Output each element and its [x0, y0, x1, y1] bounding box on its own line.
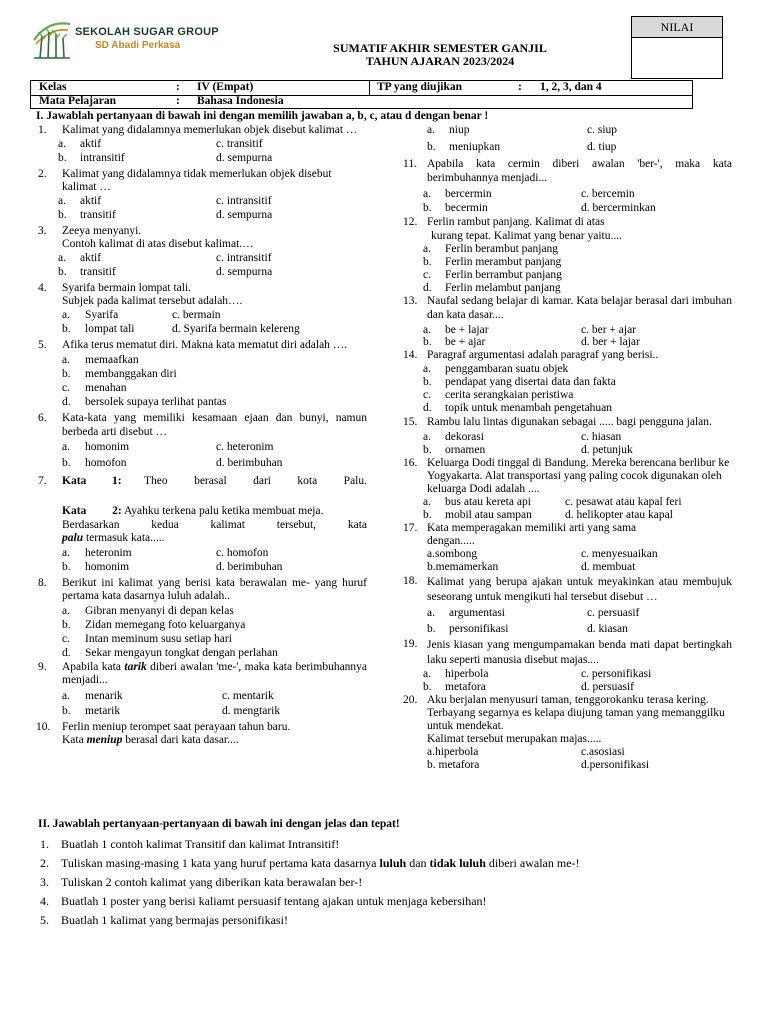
options-row [38, 457, 367, 471]
option-d[interactable]: d. persuasif [581, 681, 635, 693]
option-d[interactable]: d. membuat [581, 561, 636, 573]
option-b[interactable]: transitif [80, 208, 116, 221]
option-b[interactable]: personifikasi [449, 623, 509, 635]
options-row [403, 623, 732, 638]
option-d[interactable]: d. ber + lajar [581, 336, 640, 348]
question-text: Apabila kata cermin diberi awalan 'ber-', maka kata berimbuhannya menjadi... [427, 158, 732, 184]
question-text: Aku berjalan menyusuri taman, tenggorokanku terasa kering. [427, 694, 709, 706]
question-10 [38, 721, 367, 748]
options-row [403, 759, 732, 772]
question-8 [38, 577, 367, 604]
option-label: a. [423, 496, 431, 508]
options-row [403, 256, 732, 269]
option-a[interactable]: menarik [85, 689, 123, 702]
option-c[interactable]: Ferlin berrambut panjang [445, 269, 562, 281]
question-4 [38, 282, 367, 309]
option-a[interactable]: memaafkan [85, 354, 139, 366]
options-row [403, 496, 732, 509]
options-row [403, 363, 732, 376]
option-label: b. [62, 704, 71, 717]
emphasized-word: tidak luluh [429, 856, 486, 870]
question-text: Berikut ini kalimat yang berisi kata berawalan me- yang huruf pertama kata dasarnya luluh adalah.. [62, 576, 367, 602]
question-text: Berdasarkan kedua kalimat tersebut, kata [62, 518, 367, 531]
option-c[interactable]: c. ber + ajar [581, 324, 637, 336]
option-label: b. [427, 141, 436, 153]
option-d[interactable]: topik untuk menambah pengetahuan [445, 401, 613, 414]
option-a[interactable]: dekorasi [445, 431, 484, 443]
essay-number: 2. [40, 856, 49, 870]
options-row [403, 746, 732, 759]
options-row [403, 431, 732, 444]
option-d[interactable]: d. Syarifa bermain kelereng [172, 322, 300, 335]
options-row [403, 444, 732, 457]
option-label: d. [62, 646, 71, 659]
options-row [38, 605, 367, 619]
option-d[interactable]: bersolek supaya terlihat pantas [85, 396, 227, 408]
options-row [403, 681, 732, 694]
emphasized-word: meniup [86, 734, 123, 746]
option-label: b. [423, 509, 432, 521]
emphasized-word: luluh [379, 856, 407, 870]
option-label: a. [58, 194, 66, 207]
question-16 [403, 457, 732, 496]
question-number: 16. [403, 457, 418, 469]
question-number: 17. [403, 522, 418, 534]
kata-number: 2: [112, 505, 122, 517]
options-row [38, 441, 367, 455]
option-label: a. [427, 607, 435, 619]
option-c[interactable]: menahan [85, 382, 127, 394]
title-line-1: SUMATIF AKHIR SEMESTER GANJIL [333, 41, 547, 55]
question-text: Syarifa bermain lompat tali. [62, 281, 192, 294]
option-label: b. [62, 457, 71, 469]
option-label: a. [423, 431, 431, 443]
question-number: 2. [38, 167, 47, 180]
option-d[interactable]: d. helikopter atau kapal [565, 509, 673, 521]
mapel-label: Mata Pelajaran [39, 95, 116, 107]
sentence-1: Theo berasal dari kota Palu. [144, 475, 367, 487]
options-row [38, 252, 367, 266]
question-number: 14. [403, 349, 418, 361]
question-text: Apabila kata [62, 660, 121, 673]
question-text: Contoh kalimat di atas disebut kalimat.… [62, 238, 254, 250]
tp-colon: : [518, 81, 522, 93]
essay-number: 4. [40, 894, 49, 908]
options-row [38, 323, 367, 337]
option-c[interactable]: c. personifikasi [581, 668, 652, 680]
option-label: a. [423, 324, 431, 336]
question-text: Kalimat yang berupa ajakan untuk meyakinkan atau membujuk seseorang untuk mengikuti hal tersebut disebut … [427, 576, 732, 603]
options-row [403, 509, 732, 522]
option-label: a. [58, 251, 66, 264]
option-label: a. [427, 124, 435, 136]
exam-info-table [30, 80, 693, 109]
option-a[interactable]: a.sombong [427, 548, 478, 560]
options-row [38, 209, 367, 223]
school-subname: SD Abadi Perkasa [95, 40, 181, 51]
question-text: Kata memperagakan memiliki arti yang sama [427, 522, 637, 534]
option-label: a. [62, 308, 70, 321]
question-text: Kalimat yang didalamnya tidak memerlukan objek disebut kalimat … [62, 167, 332, 193]
option-d[interactable]: d.personifikasi [581, 759, 650, 771]
option-c[interactable]: c. pesawat atau kapal feri [565, 496, 682, 508]
option-label: a. [423, 243, 431, 255]
option-c[interactable]: c. heteronim [216, 441, 274, 453]
option-label: b. [423, 375, 432, 388]
question-20 [403, 694, 732, 746]
option-c[interactable]: Intan meminum susu setiap hari [85, 632, 232, 645]
option-b[interactable]: metarik [85, 704, 121, 717]
options-row [38, 354, 367, 368]
option-d[interactable]: d. mengtarik [222, 704, 281, 717]
option-b[interactable]: lompat tali [85, 322, 135, 335]
options-row [38, 195, 367, 209]
option-label: c. [62, 382, 70, 394]
option-b[interactable]: b.memamerkan [427, 561, 499, 573]
info-row-mapel [31, 95, 692, 109]
question-number: 20. [403, 694, 418, 706]
options-row [38, 396, 367, 410]
options-row [403, 336, 732, 349]
option-d[interactable]: d. sempurna [216, 208, 273, 221]
question-15 [403, 416, 732, 430]
option-d[interactable]: Ferlin melambut panjang [445, 282, 561, 294]
options-row [38, 138, 367, 152]
option-label: a. [62, 354, 70, 366]
option-label: c. [423, 269, 431, 281]
option-d[interactable]: d. berimbuhan [216, 457, 283, 469]
kata-number: 1: [112, 475, 122, 487]
mapel-colon: : [176, 95, 180, 107]
question-text: Subjek pada kalimat tersebut adalah…. [62, 295, 243, 307]
section-2-title: II. Jawablah pertanyaan-pertanyaan di bawah ini dengan jelas dan tepat! [38, 818, 400, 830]
question-11 [403, 158, 732, 185]
option-b[interactable]: membanggakan diri [85, 368, 177, 380]
options-row [38, 547, 367, 561]
question-text: Paragraf argumentasi adalah paragraf yang berisi.. [427, 349, 659, 361]
question-text: Keluarga Dodi tinggal di Bandung. Mereka berencana berlibur ke Yogyakarta. Alat transportasi yang paling cocok digunakan oleh keluarga Dodi adalah .... [427, 457, 730, 495]
options-row [403, 202, 732, 216]
option-label: a. [58, 137, 66, 150]
question-number: 3. [38, 224, 47, 237]
essay-text: diberi awalan me-! [488, 856, 580, 870]
option-c[interactable]: c. persuasif [587, 607, 640, 619]
option-label: b. [62, 322, 71, 335]
options-row [38, 266, 367, 280]
option-label: a. [423, 188, 431, 200]
essay-number: 3. [40, 875, 49, 889]
option-b[interactable]: intransitif [80, 151, 125, 164]
question-text: Jenis kiasan yang mengumpamakan benda mati dapat bertingkah laku seperti manusia disebut majas.... [427, 639, 732, 666]
option-a[interactable]: a.hiperbola [427, 746, 479, 758]
question-number: 15. [403, 415, 418, 428]
option-b[interactable]: becermin [445, 202, 488, 214]
question-text: Kata-kata yang memiliki kesamaan ejaan dan bunyi, namun berbeda arti disebut … [62, 412, 367, 438]
option-a[interactable]: Gibran menyanyi di depan kelas [85, 604, 234, 617]
options-row [403, 376, 732, 389]
kelas-colon: : [176, 81, 180, 93]
question-text: Naufal sedang belajar di kamar. Kata belajar berasal dari imbuhan dan kata dasar.... [427, 295, 732, 321]
options-row [38, 561, 367, 575]
option-b[interactable]: metafora [445, 681, 486, 693]
options-row [403, 124, 732, 138]
options-row [403, 389, 732, 402]
option-c[interactable]: c. menyesuaikan [581, 548, 658, 560]
question-text: dengan..... [427, 535, 475, 547]
question-text: diberi awalan 'me-', maka kata berimbuhannya menjadi... [62, 660, 368, 686]
right-column [403, 124, 732, 772]
tp-value: 1, 2, 3, dan 4 [540, 81, 602, 93]
option-d[interactable]: d. berimbuhan [216, 560, 283, 573]
option-b[interactable]: homonim [85, 560, 130, 573]
options-row [38, 382, 367, 396]
question-text: Terbayang segarnya es kelapa diujung taman yang memanggilku untuk mendekat. [427, 707, 725, 732]
options-row [403, 668, 732, 681]
option-c[interactable]: c. intransitif [216, 251, 272, 264]
question-18 [403, 575, 732, 605]
essay-text: Tuliskan masing-masing 1 kata yang huruf pertama kata dasarnya [61, 856, 377, 870]
options-row [38, 619, 367, 633]
question-14 [403, 349, 732, 363]
options-row [403, 402, 732, 415]
options-row [403, 188, 732, 202]
option-c[interactable]: c. bercemin [581, 188, 635, 200]
option-d[interactable]: d. sempurna [216, 151, 273, 164]
question-7 [38, 475, 367, 503]
option-a[interactable]: argumentasi [449, 607, 505, 619]
option-b[interactable]: ornamen [445, 444, 486, 456]
question-number: 13. [403, 295, 418, 307]
essay-text: Tuliskan 2 contoh kalimat yang diberikan kata berawalan ber-! [61, 875, 363, 889]
option-label: b. [62, 368, 71, 380]
option-b[interactable]: mobil atau sampan [445, 509, 532, 521]
kata-label: Kata [62, 475, 87, 487]
option-c[interactable]: c. homofon [216, 546, 269, 559]
question-number: 5. [38, 338, 47, 351]
question-number: 19. [403, 638, 418, 650]
title-line-2: TAHUN AJARAN 2023/2024 [365, 54, 515, 68]
options-row [38, 647, 367, 661]
option-a[interactable]: homonim [85, 441, 130, 453]
option-label: a. [62, 689, 70, 702]
options-row [403, 269, 732, 282]
option-a[interactable]: bercermin [445, 188, 492, 200]
question-text: berasal dari kata dasar.... [125, 734, 239, 746]
question-text: Rambu lalu lintas digunakan sebagai ..... bagi pengguna jalan. [427, 415, 712, 428]
essay-number: 5. [40, 913, 49, 927]
score-box [631, 37, 723, 79]
question-text: termasuk kata..... [85, 532, 165, 544]
question-number: 9. [38, 660, 47, 673]
essay-text: Buatlah 1 poster yang berisi kaliamt persuasif tentang ajakan untuk menjaga kebersihan! [61, 894, 487, 908]
question-text: kurang tepat. Kalimat yang benar yaitu.... [431, 229, 622, 242]
question-number: 6. [38, 412, 47, 424]
question-text: Kata [62, 734, 84, 746]
options-row [38, 705, 367, 719]
option-a[interactable]: penggambaran suatu objek [445, 362, 569, 375]
option-label: d. [62, 396, 71, 408]
options-row [403, 548, 732, 561]
option-c[interactable]: c.asosiasi [581, 746, 625, 758]
option-label: a. [423, 362, 431, 375]
option-b[interactable]: pendapat yang disertai data dan fakta [445, 375, 616, 388]
option-d[interactable]: d. petunjuk [581, 444, 633, 456]
info-divider [369, 81, 370, 95]
essay-text: dan [409, 856, 427, 870]
kelas-value: IV (Empat) [197, 81, 254, 93]
question-2 [38, 168, 367, 195]
options-row [403, 243, 732, 256]
option-d[interactable]: d. bercerminkan [581, 202, 656, 214]
emphasized-word: palu [62, 532, 84, 544]
option-a[interactable]: heteronim [85, 546, 132, 559]
option-label: b. [423, 681, 432, 693]
option-c[interactable]: c. mentarik [222, 689, 274, 702]
option-b[interactable]: be + ajar [445, 336, 486, 348]
option-d[interactable]: d. tiup [587, 141, 617, 153]
option-label: c. [62, 632, 70, 645]
option-a[interactable]: be + lajar [445, 324, 489, 336]
option-b[interactable]: Zidan memegang foto keluarganya [85, 618, 246, 631]
options-row [403, 141, 732, 155]
option-label: a. [423, 668, 431, 680]
score-label: NILAI [631, 16, 723, 38]
option-b[interactable]: transitif [80, 265, 116, 278]
options-row [38, 633, 367, 647]
essay-text: Buatlah 1 contoh kalimat Transitif dan kalimat Intransitif! [61, 837, 340, 851]
question-9 [38, 661, 367, 688]
question-1 [38, 124, 367, 138]
question-number: 18. [403, 575, 418, 587]
option-a[interactable]: niup [449, 124, 470, 136]
option-b[interactable]: meniupkan [449, 141, 501, 153]
question-text: Ferlin meniup terompet saat perayaan tahun baru. [62, 720, 291, 733]
option-c[interactable]: c. hiasan [581, 431, 622, 443]
option-a[interactable]: Ferlin berambut panjang [445, 243, 559, 255]
option-a[interactable]: bus atau kereta api [445, 496, 531, 508]
question-number: 1. [38, 124, 47, 136]
options-row [403, 282, 732, 295]
essay-text: Buatlah 1 kalimat yang bermajas personifikasi! [61, 913, 288, 927]
option-c[interactable]: c. transitif [216, 137, 263, 150]
question-number: 10. [36, 720, 51, 733]
question-number: 12. [403, 216, 418, 228]
question-7-sentence-2 [38, 505, 367, 546]
option-label: b. [423, 336, 432, 348]
option-d[interactable]: Sekar mengayun tongkat dengan perlahan [85, 646, 278, 659]
question-6 [38, 412, 367, 439]
kata-label: Kata [62, 505, 87, 517]
exam-title [240, 42, 640, 68]
option-c[interactable]: cerita serangkaian peristiwa [445, 388, 574, 401]
options-row [38, 152, 367, 166]
options-row [403, 607, 732, 623]
option-label: c. [423, 388, 431, 401]
option-a[interactable]: hiperbola [445, 668, 489, 680]
question-text: Kalimat tersebut merupakan majas..... [427, 733, 602, 745]
question-number: 4. [38, 281, 47, 294]
question-number: 7. [38, 475, 47, 487]
question-text: Ferlin rambut panjang. Kalimat di atas [427, 216, 605, 228]
option-d[interactable]: d. kiasan [587, 623, 628, 635]
question-number: 11. [403, 158, 417, 170]
options-row [38, 309, 367, 323]
option-label: d. [423, 282, 432, 294]
options-row [38, 690, 367, 704]
question-text: Kalimat yang didalamnya memerlukan objek disebut kalimat … [62, 124, 358, 136]
option-c[interactable]: c. intransitif [216, 194, 272, 207]
option-b[interactable]: Ferlin merambut panjang [445, 256, 562, 268]
question-5 [38, 339, 367, 353]
info-row-kelas [31, 81, 692, 96]
mapel-value: Bahasa Indonesia [197, 95, 284, 107]
options-row [38, 368, 367, 382]
question-12 [403, 216, 732, 243]
option-label: b. [423, 202, 432, 214]
option-d[interactable]: d. sempurna [216, 265, 273, 278]
section-1-title: I. Jawablah pertanyaan di bawah ini dengan memilih jawaban a, b, c, atau d dengan benar ! [36, 110, 489, 122]
question-number: 8. [38, 576, 47, 589]
sentence-2: Ayahku terkena palu ketika membuat meja. [124, 505, 324, 517]
option-label: b. [58, 151, 67, 164]
option-b[interactable]: b. metafora [427, 759, 480, 771]
school-name: SEKOLAH SUGAR GROUP [75, 26, 219, 38]
option-label: b. [62, 560, 71, 573]
option-label: b. [423, 444, 432, 456]
options-row [403, 561, 732, 574]
option-label: a. [62, 604, 70, 617]
options-row [403, 324, 732, 336]
option-label: b. [58, 265, 67, 278]
question-13 [403, 295, 732, 322]
option-a[interactable]: Syarifa [85, 308, 119, 321]
option-a[interactable]: aktif [80, 251, 102, 264]
option-a[interactable]: aktif [80, 137, 102, 150]
option-label: b. [427, 623, 436, 635]
question-19 [403, 638, 732, 668]
left-column [38, 124, 367, 748]
option-label: b. [58, 208, 67, 221]
kelas-label: Kelas [39, 81, 67, 93]
essay-number: 1. [40, 837, 49, 851]
option-label: a. [62, 441, 70, 453]
option-label: d. [423, 401, 432, 414]
question-text: Afika terus mematut diri. Makna kata mematut diri adalah …. [62, 338, 348, 351]
question-17 [403, 522, 732, 548]
option-label: b. [62, 618, 71, 631]
option-c[interactable]: c. siup [587, 124, 618, 136]
option-label: a. [62, 546, 70, 559]
question-3 [38, 225, 367, 252]
emphasized-word: tarik [124, 660, 147, 673]
option-c[interactable]: c. bermain [172, 308, 221, 321]
question-text: Zeeya menyanyi. [62, 224, 142, 237]
option-a[interactable]: aktif [80, 194, 102, 207]
option-label: b. [423, 256, 432, 268]
option-b[interactable]: homofon [85, 457, 127, 469]
tp-label: TP yang diujikan [377, 81, 463, 93]
